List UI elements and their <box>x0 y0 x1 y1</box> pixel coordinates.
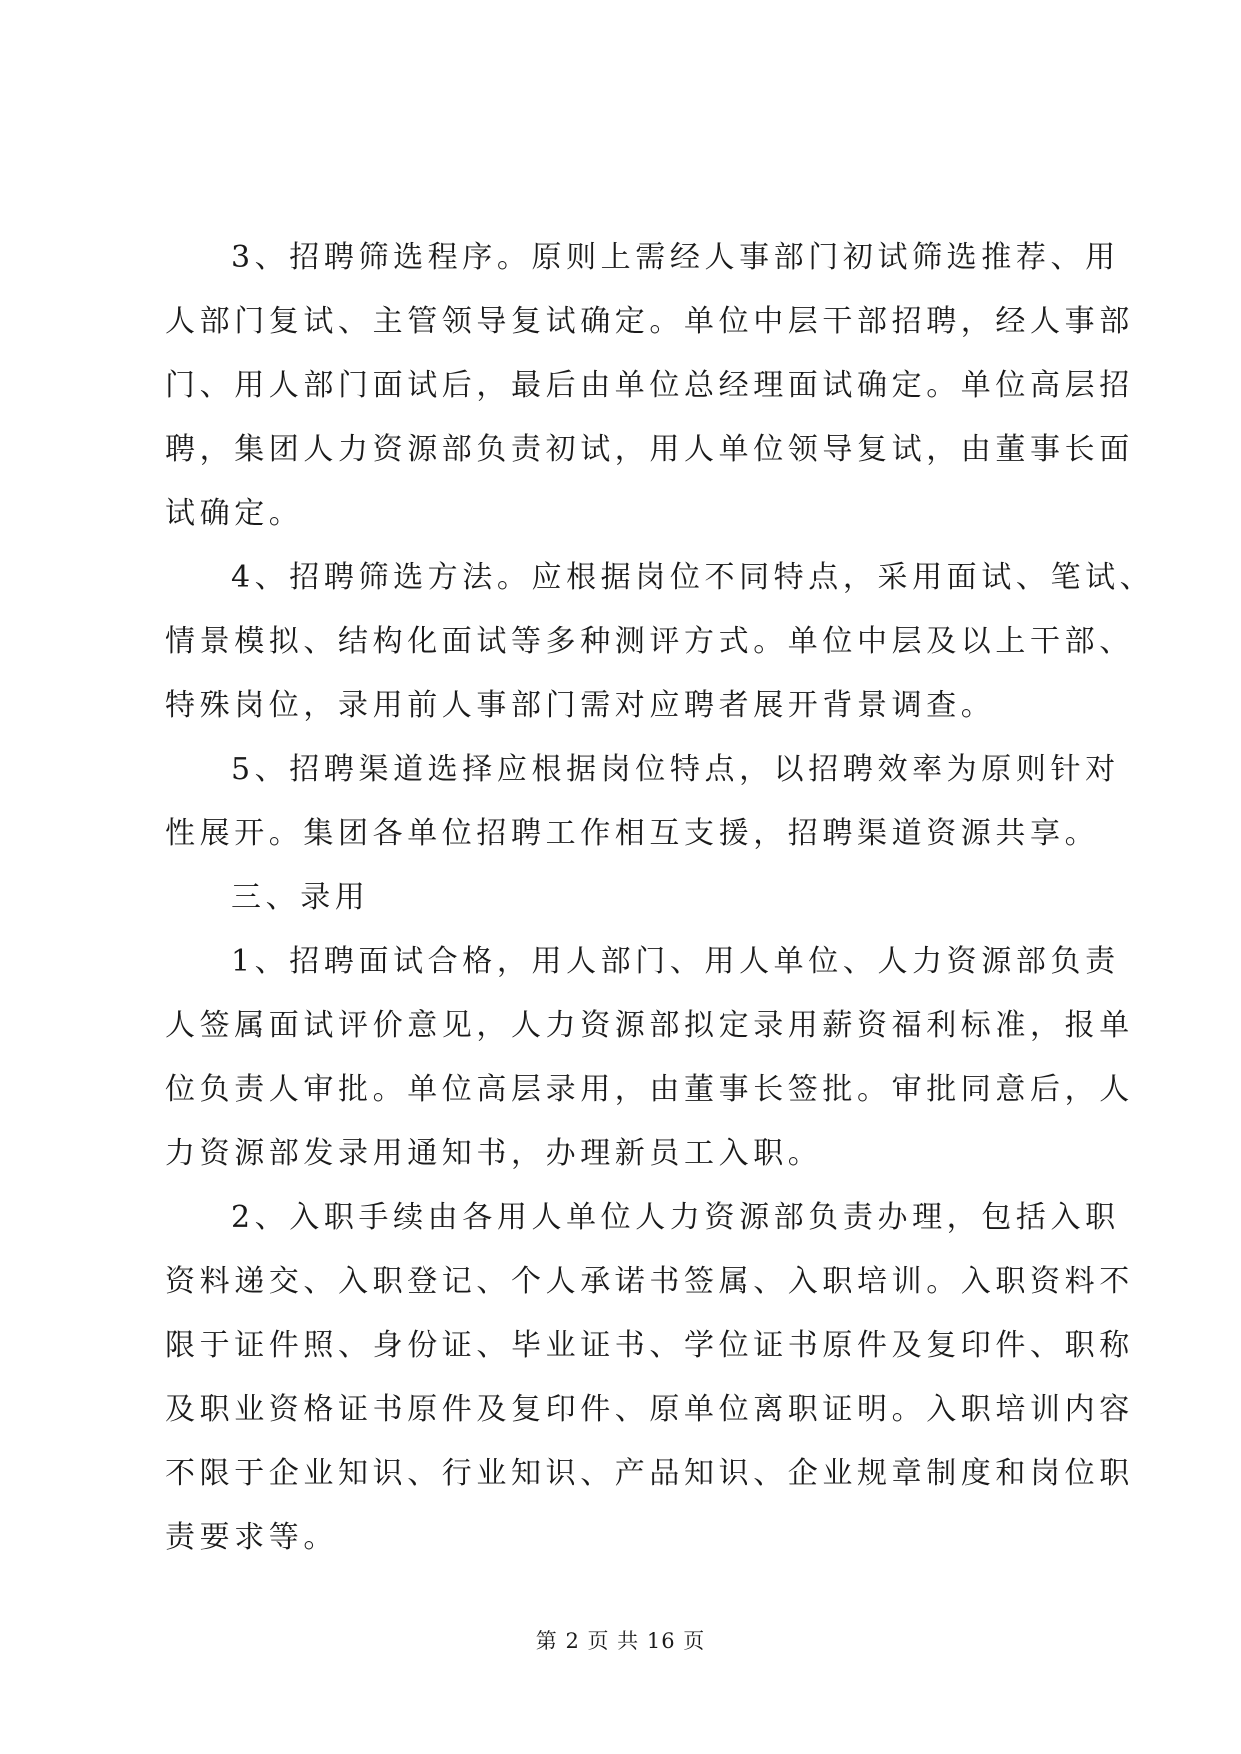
document-body <box>165 226 1155 1570</box>
paragraph-5-line-1: 5、招聘渠道选择应根据岗位特点，以招聘效率为原则针对 <box>231 752 1120 787</box>
hiring-paragraph-1-line-4: 力资源部发录用通知书，办理新员工入职。 <box>165 1136 823 1171</box>
hiring-paragraph-2-line-6: 责要求等。 <box>165 1520 338 1555</box>
hiring-paragraph-2-line-3: 限于证件照、身份证、毕业证书、学位证书原件及复印件、职称 <box>165 1328 1134 1363</box>
hiring-paragraph-2-line-2: 资料递交、入职登记、个人承诺书签属、入职培训。入职资料不 <box>165 1264 1134 1299</box>
hiring-paragraph-1-line-1: 1、招聘面试合格，用人部门、用人单位、人力资源部负责 <box>231 944 1120 979</box>
hiring-paragraph-1-line-3: 位负责人审批。单位高层录用，由董事长签批。审批同意后，人 <box>165 1072 1134 1107</box>
paragraph-3-line-2: 人部门复试、主管领导复试确定。单位中层干部招聘，经人事部 <box>165 304 1134 339</box>
paragraph-3-line-1: 3、招聘筛选程序。原则上需经人事部门初试筛选推荐、用 <box>231 240 1120 275</box>
paragraph-3-line-4: 聘，集团人力资源部负责初试，用人单位领导复试，由董事长面 <box>165 432 1134 467</box>
paragraph-3-line-5: 试确定。 <box>165 496 304 531</box>
hiring-paragraph-2-line-5: 不限于企业知识、行业知识、产品知识、企业规章制度和岗位职 <box>165 1456 1134 1491</box>
paragraph-4-line-2: 情景模拟、结构化面试等多种测评方式。单位中层及以上干部、 <box>165 624 1134 659</box>
page-number-footer: 第 2 页 共 16 页 <box>535 1629 706 1653</box>
hiring-paragraph-2-line-4: 及职业资格证书原件及复印件、原单位离职证明。入职培训内容 <box>165 1392 1134 1427</box>
paragraph-5-line-2: 性展开。集团各单位招聘工作相互支援，招聘渠道资源共享。 <box>165 816 1100 851</box>
paragraph-4-line-1: 4、招聘筛选方法。应根据岗位不同特点，采用面试、笔试、 <box>231 560 1155 595</box>
section-heading-hiring: 三、录用 <box>231 880 370 915</box>
paragraph-4-line-3: 特殊岗位，录用前人事部门需对应聘者展开背景调查。 <box>165 688 996 723</box>
hiring-paragraph-1-line-2: 人签属面试评价意见，人力资源部拟定录用薪资福利标准，报单 <box>165 1008 1134 1043</box>
hiring-paragraph-2-line-1: 2、入职手续由各用人单位人力资源部负责办理，包括入职 <box>231 1200 1120 1235</box>
paragraph-3-line-3: 门、用人部门面试后，最后由单位总经理面试确定。单位高层招 <box>165 368 1134 403</box>
